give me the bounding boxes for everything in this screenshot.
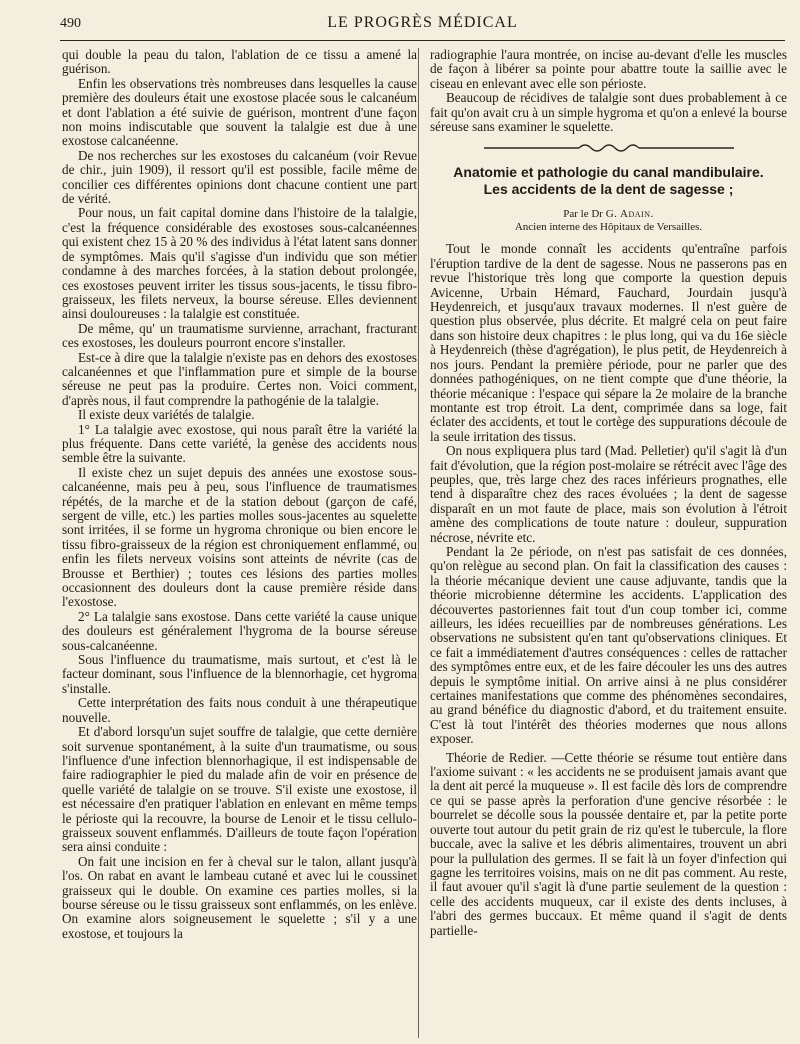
- page-number: 490: [60, 16, 81, 31]
- paragraph: Il existe chez un sujet depuis des années une exostose sous-calcanéenne, mais peu à peu, sous l'influence de traumatismes répétés, de la marche et de la station debout (garçon de café, sergent de ville, etc.) les parties molles sous-jacentes au squelette sont irritées, il se forme un hygroma chronique ou bien encore le tissu fibro-graisseux de la région est chroniquement enflammé, ou enfin les filets nerveux voisins sont atteints de névrite (cas de Brousse et Berthier) ; toutes ces lésions des parties molles occasionnent des douleurs dont la cause première réside dans l'exostose.: [62, 464, 417, 610]
- paragraph: De même, qu' un traumatisme survienne, arrachant, fracturant ces exostoses, les douleurs pourront encore s'installer.: [62, 320, 417, 351]
- paragraph: radiographie l'aura montrée, on incise au-devant d'elle les muscles de façon à libérer sa pointe pour abattre toute la saillie avec le ciseau en enlevant avec elle son périoste.: [430, 47, 787, 91]
- author-name: G. Adain.: [605, 208, 654, 221]
- ornament-rule-icon: [484, 142, 734, 154]
- paragraph: De nos recherches sur les exostoses du calcanéum (voir Revue de chir., juin 1909), il ressort qu'il est possible, facile même de concilier ces différentes opinions dont chacune contient une part de vérité.: [62, 147, 417, 207]
- paragraph: On fait une incision en fer à cheval sur le talon, allant jusqu'à l'os. On rabat en avant le lambeau cutané et avec lui le coussinet graisseux qui le double. On examine ces parties molles, si la bourse séreuse ou le tissu graisseux sont enflammés, on les enlève. On examine alors soigneusement le squelette ; s'il y a une exostose, et toujours la: [62, 853, 417, 941]
- page-header: [60, 14, 785, 41]
- paragraph: Il existe deux variétés de talalgie.: [78, 407, 255, 423]
- paragraph: Tout le monde connaît les accidents qu'entraîne parfois l'éruption tardive de la dent de sagesse. Nous ne passerons pas en revue l'historique très long que comporte la question depuis Avicenne, Urbain Hémard, Fauchard, Jourdain jusqu'à Heydenreich, et jusqu'aux travaux modernes. Il n'est guère de question plus observée, plus décrite. Et malgré cela on peut faire dans son histoire deux chapitres : le plus long, qui va du 16e siècle à Heydenreich (thèse d'agrégation), le plus petit, de Heydenreich à nos jours. Pendant la première période, pour ne parler que des données pathogéniques, on ne tient compte que d'une théorie, la théorie mécanique : l'espace qui sépare la 2e molaire de la branche montante est trop étroit. La dent, comprimée dans sa loge, fait éclater des accidents, et tout le cortège des suppurations découle de la seule irritation des tissus.: [430, 241, 787, 444]
- paragraph: Enfin les observations très nombreuses dans lesquelles la cause première des douleurs était une exostose placée sous le calcanéum et dont l'ablation a été suivie de guérison, montrent d'une façon non moins indiscutable que souvent la talalgie est due à une exostose calcanéenne.: [62, 75, 417, 149]
- author-prefix: Par le Dr: [563, 208, 603, 221]
- article-title-line: Les accidents de la dent de sagesse ;: [483, 181, 734, 198]
- article-author: [430, 208, 787, 221]
- paragraph: Sous l'influence du traumatisme, mais surtout, et c'est là le facteur dominant, sous l'influence de la blennorhagie, cet hygroma s'installe.: [62, 652, 417, 696]
- journal-title: LE PROGRÈS MÉDICAL: [327, 14, 518, 31]
- column-divider: [418, 48, 419, 1038]
- paragraph: Pour nous, un fait capital domine dans l'histoire de la talalgie, c'est la fréquence considérable des exostoses sous-calcanéennes qui existent chez 15 à 20 % des individus à l'état latent sans donner de symptômes. Mais qu'il s'agisse d'un individu que son métier condamne à des marches forcées, à la station debout prolongée, ces exostoses peuvent irriter les tissus sous-jacents, le tissu fibro-graisseux, les filets nerveux, la bourse séreuse. Elles deviennent ainsi douloureuses : la talalgie est constituée.: [62, 205, 417, 322]
- article-title-line: Anatomie et pathologie du canal mandibulaire.: [453, 164, 764, 181]
- paragraph: On nous expliquera plus tard (Mad. Pelletier) qu'il s'agit là d'un fait d'évolution, que la région post-molaire se rétrécit avec l'âge des peuples, que, très large chez des races inférieurs prognathes, elle tend à disparaître chez des races évoluées ; la dent de sagesse disparaît en un mot faute de place, mais son évolution à l'étroit amène des complications de toute nature : douleur, suppuration nécrose, névrite etc.: [430, 443, 787, 545]
- paragraph: 1° La talalgie avec exostose, qui nous paraît être la variété la plus fréquente. Dans cette variété, la genèse des accidents nous semble être la suivante.: [62, 421, 417, 466]
- article-title: [430, 164, 787, 198]
- paragraph: Pendant la 2e période, on n'est pas satisfait de ces données, qu'on relègue au second plan. On fait la classification des causes : la théorie mécanique devient une cause adjuvante, tandis que la théorie microbienne détermine les accidents. L'application des découvertes pastoriennes fait tout d'un coup tomber ici, comme ailleurs, les idées recueillies par de nombreuses générations. Les observations ne subsistent qu'en tant qu'observations cliniques. Et ce fait a immédiatement d'autres conséquences : celles de rattacher des symptômes entre eux, et de les faire découler les uns des autres depuis le symptôme initial. On arrive ainsi à ne plus considérer certaines manifestations que comme des phénomènes secondaires, au grand bénéfice du diagnostic d'abord, et du traitement ensuite. C'est là tout l'intérêt des théories modernes que nous allons exposer.: [430, 543, 787, 747]
- paragraph: Et d'abord lorsqu'un sujet souffre de talalgie, que cette dernière soit survenue spontanément, à la suite d'un traumatisme, ou sous l'influence d'une infection blennorhagique, il est indispensable de faire radiographier le pied du malade afin de voir en présence de quelle variété de talalgie on se trouve. S'il existe une exostose, il est nécessaire d'en pratiquer l'ablation en enlevant en même temps le périoste qui la recouvre, la bourse de Lenoir et le tissu cellulo-graisseux souvent enflammés. D'ailleurs de toute façon l'opération sera ainsi conduite :: [62, 724, 417, 855]
- paragraph: Théorie de Redier. —Cette théorie se résume tout entière dans l'axiome suivant : « les accidents ne se produisent jamais avant que la dent ait percé la muqueuse ». Il est facile dès lors de comprendre ce qui se passe après la perforation d'une gencive résorbée : le bourrelet se décolle sous la poussée dentaire et, par la petite porte ouverte tout autour du petit grain de riz qu'est le tubercule, la flore buccale, avec la salive et les débris alimentaires, trouvent un abri pour la pullulation des germes. Il se fait là un foyer d'infection qui gagne les territoires voisins, mais on ne dit pas comment. Au reste, il faut avouer qu'il s'agit là d'une partie seulement de la question : celle des accidents muqueux, car il existe des dents incluses, à l'abri des germes buccaux. Et même quand il s'agit de dents partielle-: [430, 749, 787, 938]
- left-column: [62, 48, 417, 941]
- paragraph: qui double la peau du talon, l'ablation de ce tissu a amené la guérison.: [62, 47, 417, 77]
- paragraph: Cette interprétation des faits nous conduit à une thérapeutique nouvelle.: [62, 695, 417, 725]
- paragraph: Est-ce à dire que la talalgie n'existe pas en dehors des exostoses calcanéennes et que l'inflammation pure et simple de la bourse séreuse ne peut pas la produire. Certes non. Voici comment, d'après nous, il faut comprendre la pathogénie de la talalgie.: [62, 349, 417, 408]
- paragraph: 2° La talalgie sans exostose. Dans cette variété la cause unique des douleurs est généralement l'hygroma de la bourse séreuse sous-calcanéenne.: [62, 608, 417, 653]
- right-column: [430, 48, 787, 938]
- author-affiliation: Ancien interne des Hôpitaux de Versailles.: [514, 221, 703, 234]
- paragraph: Beaucoup de récidives de talalgie sont dues probablement à ce fait qu'on avait cru à un simple hygroma et qu'on a enlevé la bourse séreuse sans examiner le squelette.: [430, 90, 787, 135]
- section-ornament: [430, 142, 787, 154]
